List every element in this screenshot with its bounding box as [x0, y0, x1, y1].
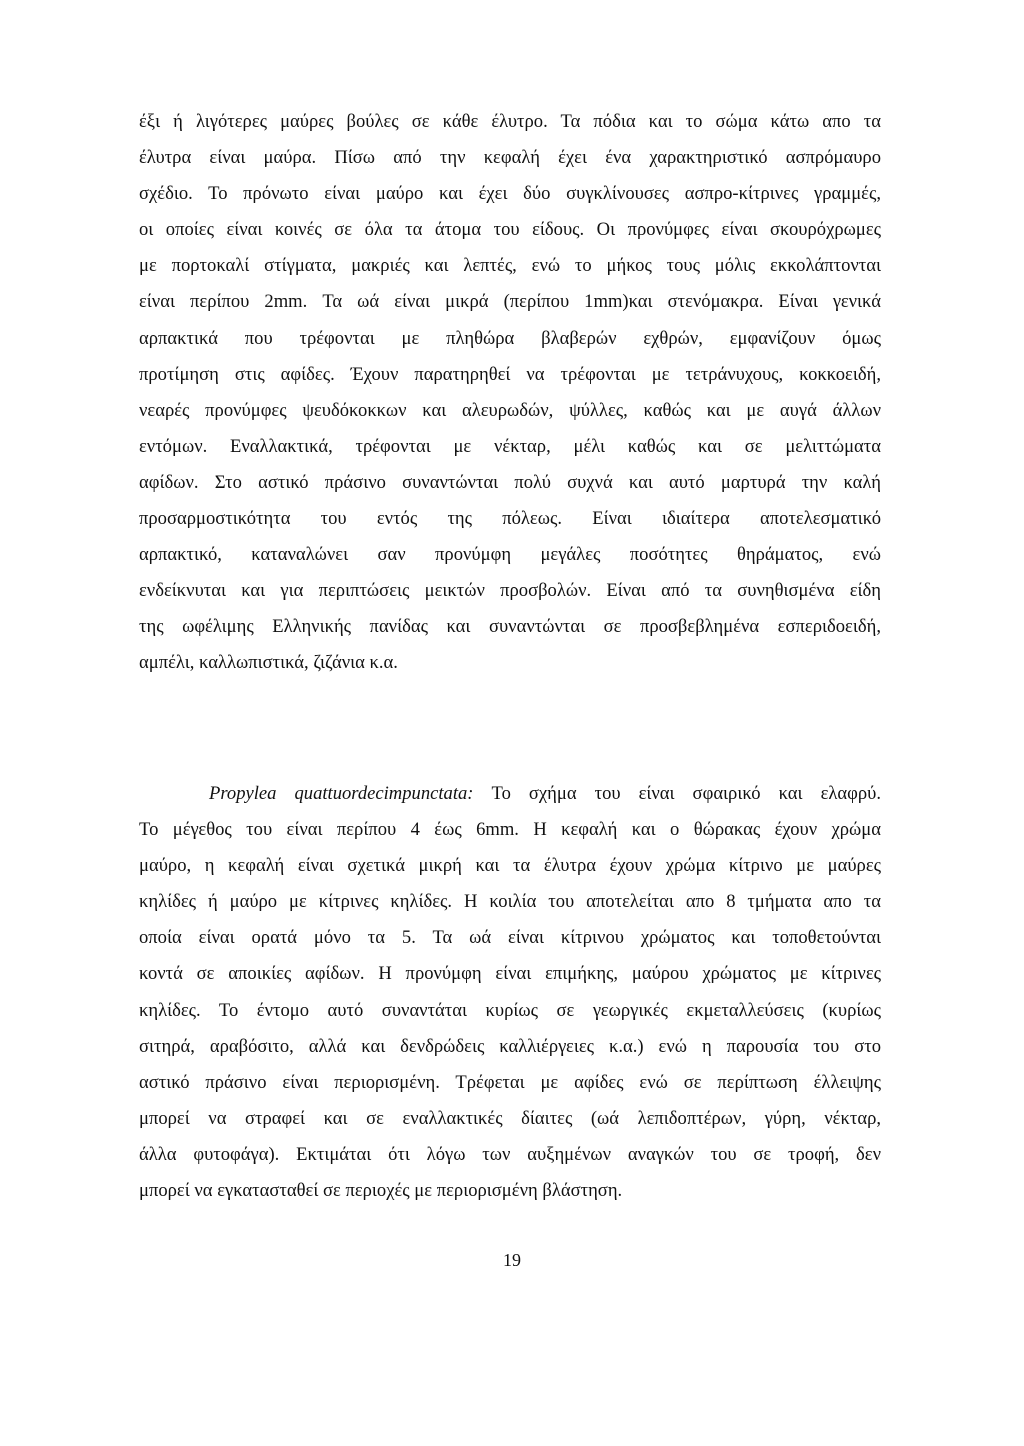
page-number: 19	[503, 1250, 521, 1270]
text-line: κηλίδες. Το έντομο αυτό συναντάται κυρίως σε γεωργικές εκμεταλλεύσεις (κυρίως	[139, 999, 881, 1021]
text-line: Το μέγεθος του είναι περίπου 4 έως 6mm. Η κεφαλή και ο θώρακας έχουν χρώμα	[139, 819, 881, 841]
text-line: άλλα φυτοφάγα). Εκτιμάται ότι λόγω των αυξημένων αναγκών του σε τροφή, δεν	[139, 1143, 881, 1165]
text-line: είναι περίπου 2mm. Τα ωά είναι μικρά (περίπου 1mm)και στενόμακρα. Είναι γενικά	[139, 291, 881, 313]
text-line: έξι ή λιγότερες μαύρες βούλες σε κάθε έλυτρο. Τα πόδια και το σώμα κάτω απο τα	[139, 111, 881, 132]
paragraph-coccinellid-description	[139, 104, 881, 682]
text-line: οι οποίες είναι κοινές σε όλα τα άτομα του είδους. Οι προνύμφες είναι σκουρόχρωμες	[139, 219, 881, 241]
text-line: κοντά σε αποικίες αφίδων. Η προνύμφη είναι επιμήκης, μαύρου χρώματος με κίτρινες	[139, 963, 881, 985]
text-line: αρπακτικά που τρέφονται με πληθώρα βλαβερών εχθρών, εμφανίζουν όμως	[139, 327, 881, 349]
first-text-line	[139, 776, 881, 812]
text-line: μπορεί να εγκατασταθεί σε περιοχές με περιορισμένη βλάστηση.	[139, 1180, 623, 1202]
text-line: προσαρμοστικότητα του εντός της πόλεως. Είναι ιδιαίτερα αποτελεσματικό	[139, 508, 881, 530]
first-line-rest: Το σχήμα του είναι σφαιρικό και ελαφρύ.	[473, 783, 881, 804]
text-line: μαύρο, η κεφαλή είναι σχετικά μικρή και τα έλυτρα έχουν χρώμα κίτρινο με μαύρες	[139, 855, 881, 877]
text-line: σιτηρά, αραβόσιτο, αλλά και δενδρώδεις καλλιέργειες κ.α.) ενώ η παρουσία του στο	[139, 1035, 881, 1057]
text-line: ενδείκνυται και για περιπτώσεις μεικτών προσβολών. Είναι από τα συνηθισμένα είδη	[139, 580, 881, 602]
text-line: της ωφέλιμης Ελληνικής πανίδας και συναντώνται σε προσβεβλημένα εσπεριδοειδή,	[139, 616, 881, 638]
text-line: αστικό πράσινο είναι περιορισμένη. Τρέφεται με αφίδες ενώ σε περίπτωση έλλειψης	[139, 1071, 881, 1093]
text-line: εντόμων. Εναλλακτικά, τρέφονται με νέκταρ, μέλι καθώς και σε μελιττώματα	[139, 435, 881, 457]
text-line: μπορεί να στραφεί και σε εναλλακτικές δίαιτες (ωά λεπιδοπτέρων, γύρη, νέκταρ,	[139, 1107, 881, 1129]
text-line: οποία είναι ορατά μόνο τα 5. Τα ωά είναι κίτρινου χρώματος και τοποθετούνται	[139, 927, 881, 949]
text-line: προτίμηση στις αφίδες. Έχουν παρατηρηθεί να τρέφονται με τετράνυχους, κοκκοειδή,	[139, 363, 881, 385]
text-line: σχέδιο. Το πρόνωτο είναι μαύρο και έχει δύο συγκλίνουσες ασπρο-κίτρινες γραμμές,	[139, 183, 881, 205]
text-line: με πορτοκαλί στίγματα, μακριές και λεπτές, ενώ το μήκος τους μόλις εκκολάπτονται	[139, 255, 881, 277]
text-line: αμπέλι, καλλωπιστικά, ζιζάνια κ.α.	[139, 652, 398, 674]
text-line: αρπακτικό, καταναλώνει σαν προνύμφη μεγάλες ποσότητες θηράματος, ενώ	[139, 544, 881, 566]
text-line: αφίδων. Στο αστικό πράσινο συναντώνται πολύ συχνά και αυτό μαρτυρά την καλή	[139, 471, 881, 493]
text-line: κηλίδες ή μαύρο με κίτρινες κηλίδες. Η κοιλία του αποτελείται απο 8 τμήματα απο τα	[139, 891, 881, 913]
text-line: νεαρές προνύμφες ψευδόκοκκων και αλευρωδών, ψύλλες, καθώς και με αυγά άλλων	[139, 399, 881, 421]
species-name: Propylea quattuordecimpunctata:	[209, 783, 474, 804]
paragraph-propylea-description	[139, 776, 881, 1209]
text-line: έλυτρα είναι μαύρα. Πίσω από την κεφαλή έχει ένα χαρακτηριστικό ασπρόμαυρο	[139, 147, 881, 169]
